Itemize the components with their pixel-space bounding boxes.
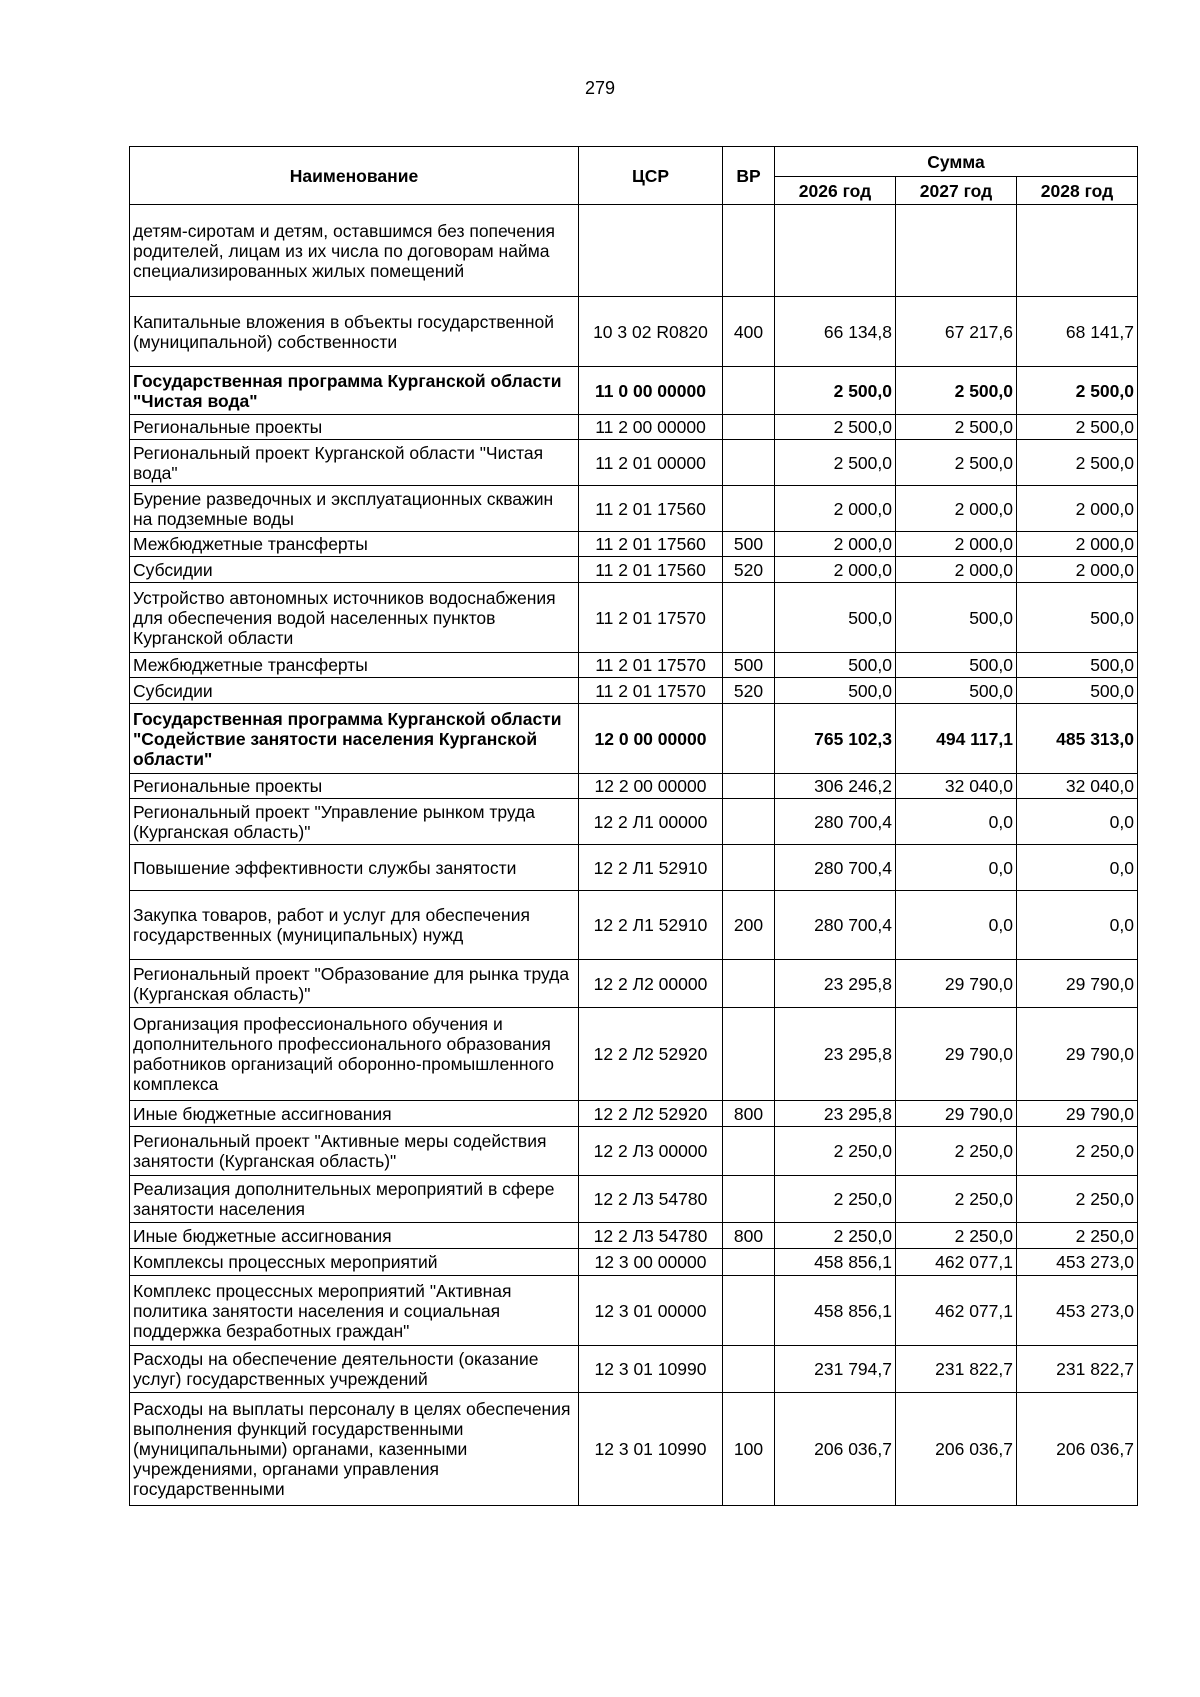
cell-vr: 500 <box>723 532 775 557</box>
table-row <box>130 678 1138 704</box>
cell-csr: 10 3 02 R0820 <box>579 297 723 367</box>
cell-name: Иные бюджетные ассигнования <box>130 1223 579 1249</box>
cell-csr: 12 2 Л1 52910 <box>579 891 723 960</box>
cell-csr: 11 2 01 17570 <box>579 583 723 653</box>
cell-sum-2027: 2 500,0 <box>896 440 1017 486</box>
cell-sum-2028: 2 500,0 <box>1017 415 1138 440</box>
cell-vr: 520 <box>723 557 775 583</box>
cell-vr <box>723 1008 775 1101</box>
cell-vr: 500 <box>723 653 775 678</box>
cell-csr: 12 2 Л2 52920 <box>579 1101 723 1127</box>
cell-sum-2028: 453 273,0 <box>1017 1249 1138 1276</box>
page-number: 279 <box>584 78 616 98</box>
cell-sum-2026: 280 700,4 <box>775 845 896 891</box>
cell-sum-2027: 2 000,0 <box>896 557 1017 583</box>
table-row <box>130 704 1138 774</box>
cell-sum-2027: 2 250,0 <box>896 1127 1017 1176</box>
cell-name: Межбюджетные трансферты <box>130 653 579 678</box>
cell-vr <box>723 367 775 415</box>
cell-sum-2028: 2 000,0 <box>1017 486 1138 532</box>
cell-sum-2026: 458 856,1 <box>775 1276 896 1346</box>
cell-sum-2027 <box>896 205 1017 297</box>
cell-csr: 12 2 Л1 00000 <box>579 799 723 845</box>
cell-sum-2028: 2 500,0 <box>1017 440 1138 486</box>
cell-vr <box>723 845 775 891</box>
cell-name: Государственная программа Курганской области "Содействие занятости населения Курганской области" <box>130 704 579 774</box>
cell-name: Региональные проекты <box>130 415 579 440</box>
cell-sum-2026: 458 856,1 <box>775 1249 896 1276</box>
cell-sum-2028: 2 500,0 <box>1017 367 1138 415</box>
table-row <box>130 440 1138 486</box>
cell-csr: 11 2 01 17560 <box>579 557 723 583</box>
cell-sum-2027: 231 822,7 <box>896 1346 1017 1393</box>
cell-sum-2028: 29 790,0 <box>1017 1101 1138 1127</box>
cell-vr <box>723 960 775 1008</box>
table-row <box>130 1276 1138 1346</box>
cell-sum-2027: 462 077,1 <box>896 1276 1017 1346</box>
cell-name: Организация профессионального обучения и дополнительного профессионального образования работников организаций оборонно-промышленного комплекса <box>130 1008 579 1101</box>
cell-vr: 800 <box>723 1101 775 1127</box>
table-row <box>130 557 1138 583</box>
cell-name: Капитальные вложения в объекты государственной (муниципальной) собственности <box>130 297 579 367</box>
cell-sum-2027: 29 790,0 <box>896 1101 1017 1127</box>
header-year-2028: 2028 год <box>1017 177 1138 205</box>
cell-csr: 12 2 Л3 54780 <box>579 1176 723 1223</box>
header-year-2027: 2027 год <box>896 177 1017 205</box>
table-row <box>130 205 1138 297</box>
cell-vr: 520 <box>723 678 775 704</box>
cell-sum-2027: 2 250,0 <box>896 1176 1017 1223</box>
table-row <box>130 367 1138 415</box>
cell-vr <box>723 1249 775 1276</box>
header-year-2026: 2026 год <box>775 177 896 205</box>
header-vr: ВР <box>723 147 775 205</box>
cell-vr <box>723 440 775 486</box>
cell-vr <box>723 1127 775 1176</box>
cell-sum-2028: 29 790,0 <box>1017 960 1138 1008</box>
cell-csr: 12 2 Л1 52910 <box>579 845 723 891</box>
cell-sum-2026: 2 250,0 <box>775 1176 896 1223</box>
cell-sum-2026: 500,0 <box>775 583 896 653</box>
table-row <box>130 774 1138 799</box>
table-row <box>130 960 1138 1008</box>
cell-vr <box>723 1276 775 1346</box>
cell-sum-2026: 231 794,7 <box>775 1346 896 1393</box>
table-row <box>130 1346 1138 1393</box>
table-row <box>130 1176 1138 1223</box>
cell-sum-2026: 280 700,4 <box>775 799 896 845</box>
cell-sum-2028: 2 250,0 <box>1017 1223 1138 1249</box>
cell-sum-2026: 23 295,8 <box>775 1008 896 1101</box>
cell-vr <box>723 583 775 653</box>
cell-csr: 12 2 00 00000 <box>579 774 723 799</box>
cell-name: Комплексы процессных мероприятий <box>130 1249 579 1276</box>
cell-sum-2027: 206 036,7 <box>896 1393 1017 1506</box>
cell-vr: 100 <box>723 1393 775 1506</box>
header-sum: Сумма <box>775 147 1138 177</box>
cell-sum-2028: 68 141,7 <box>1017 297 1138 367</box>
cell-name: Субсидии <box>130 678 579 704</box>
table-row <box>130 1008 1138 1101</box>
cell-sum-2028: 500,0 <box>1017 653 1138 678</box>
cell-csr: 11 2 01 17570 <box>579 653 723 678</box>
cell-csr: 12 2 Л2 00000 <box>579 960 723 1008</box>
cell-sum-2027: 2 250,0 <box>896 1223 1017 1249</box>
header-csr: ЦСР <box>579 147 723 205</box>
cell-sum-2027: 29 790,0 <box>896 960 1017 1008</box>
table-row <box>130 1393 1138 1506</box>
cell-sum-2026: 66 134,8 <box>775 297 896 367</box>
cell-sum-2028: 0,0 <box>1017 845 1138 891</box>
table-row <box>130 415 1138 440</box>
cell-sum-2027: 500,0 <box>896 653 1017 678</box>
cell-sum-2028: 500,0 <box>1017 583 1138 653</box>
cell-name: Повышение эффективности службы занятости <box>130 845 579 891</box>
cell-sum-2028: 0,0 <box>1017 799 1138 845</box>
cell-csr: 12 0 00 00000 <box>579 704 723 774</box>
cell-sum-2028: 32 040,0 <box>1017 774 1138 799</box>
cell-sum-2027: 500,0 <box>896 583 1017 653</box>
cell-sum-2027: 462 077,1 <box>896 1249 1017 1276</box>
table-row <box>130 799 1138 845</box>
cell-name: Субсидии <box>130 557 579 583</box>
cell-vr <box>723 1346 775 1393</box>
cell-sum-2027: 2 500,0 <box>896 367 1017 415</box>
cell-sum-2026: 206 036,7 <box>775 1393 896 1506</box>
table-row <box>130 1223 1138 1249</box>
cell-sum-2027: 2 000,0 <box>896 532 1017 557</box>
cell-name: Реализация дополнительных мероприятий в сфере занятости населения <box>130 1176 579 1223</box>
cell-csr <box>579 205 723 297</box>
cell-name: Региональный проект Курганской области "Чистая вода" <box>130 440 579 486</box>
cell-vr <box>723 486 775 532</box>
table-row <box>130 1127 1138 1176</box>
cell-name: детям-сиротам и детям, оставшимся без попечения родителей, лицам из их числа по договорам найма специализированных жилых помещений <box>130 205 579 297</box>
cell-sum-2026: 2 000,0 <box>775 486 896 532</box>
cell-vr <box>723 415 775 440</box>
cell-name: Комплекс процессных мероприятий "Активная политика занятости населения и социальная поддержка безработных граждан" <box>130 1276 579 1346</box>
cell-csr: 11 2 01 17560 <box>579 532 723 557</box>
cell-vr <box>723 1176 775 1223</box>
cell-sum-2027: 500,0 <box>896 678 1017 704</box>
cell-sum-2028: 2 000,0 <box>1017 557 1138 583</box>
cell-csr: 12 3 01 00000 <box>579 1276 723 1346</box>
cell-sum-2027: 2 000,0 <box>896 486 1017 532</box>
cell-sum-2028: 2 250,0 <box>1017 1127 1138 1176</box>
cell-name: Региональный проект "Управление рынком труда (Курганская область)" <box>130 799 579 845</box>
table-row <box>130 297 1138 367</box>
budget-table <box>129 146 1138 1506</box>
cell-sum-2026 <box>775 205 896 297</box>
cell-sum-2028: 206 036,7 <box>1017 1393 1138 1506</box>
cell-sum-2026: 500,0 <box>775 678 896 704</box>
table-row <box>130 583 1138 653</box>
cell-csr: 11 0 00 00000 <box>579 367 723 415</box>
cell-name: Закупка товаров, работ и услуг для обеспечения государственных (муниципальных) нужд <box>130 891 579 960</box>
cell-sum-2027: 67 217,6 <box>896 297 1017 367</box>
cell-csr: 11 2 01 17570 <box>579 678 723 704</box>
table-row <box>130 486 1138 532</box>
cell-sum-2026: 2 250,0 <box>775 1223 896 1249</box>
table-row <box>130 845 1138 891</box>
cell-sum-2026: 500,0 <box>775 653 896 678</box>
cell-sum-2026: 2 000,0 <box>775 557 896 583</box>
cell-sum-2027: 0,0 <box>896 799 1017 845</box>
cell-csr: 11 2 01 17560 <box>579 486 723 532</box>
cell-sum-2026: 2 250,0 <box>775 1127 896 1176</box>
cell-vr: 400 <box>723 297 775 367</box>
cell-sum-2026: 280 700,4 <box>775 891 896 960</box>
cell-name: Государственная программа Курганской области "Чистая вода" <box>130 367 579 415</box>
cell-vr: 800 <box>723 1223 775 1249</box>
cell-sum-2026: 306 246,2 <box>775 774 896 799</box>
cell-sum-2028: 2 000,0 <box>1017 532 1138 557</box>
cell-sum-2026: 765 102,3 <box>775 704 896 774</box>
cell-sum-2026: 2 000,0 <box>775 532 896 557</box>
table-row <box>130 532 1138 557</box>
cell-name: Бурение разведочных и эксплуатационных скважин на подземные воды <box>130 486 579 532</box>
cell-sum-2027: 0,0 <box>896 891 1017 960</box>
cell-name: Региональный проект "Образование для рынка труда (Курганская область)" <box>130 960 579 1008</box>
cell-sum-2027: 2 500,0 <box>896 415 1017 440</box>
cell-name: Межбюджетные трансферты <box>130 532 579 557</box>
cell-csr: 12 3 01 10990 <box>579 1346 723 1393</box>
cell-sum-2026: 2 500,0 <box>775 367 896 415</box>
cell-vr <box>723 799 775 845</box>
table-body <box>130 205 1138 1506</box>
cell-name: Устройство автономных источников водоснабжения для обеспечения водой населенных пунктов Курганской области <box>130 583 579 653</box>
cell-name: Расходы на обеспечение деятельности (оказание услуг) государственных учреждений <box>130 1346 579 1393</box>
cell-name: Региональные проекты <box>130 774 579 799</box>
table-row <box>130 1101 1138 1127</box>
header-name: Наименование <box>130 147 579 205</box>
cell-name: Региональный проект "Активные меры содействия занятости (Курганская область)" <box>130 1127 579 1176</box>
cell-csr: 11 2 01 00000 <box>579 440 723 486</box>
cell-name: Расходы на выплаты персоналу в целях обеспечения выполнения функций государственными (муниципальными) органами, казенными учреждениями, органами управления государственными <box>130 1393 579 1506</box>
cell-sum-2027: 32 040,0 <box>896 774 1017 799</box>
cell-csr: 12 2 Л3 54780 <box>579 1223 723 1249</box>
cell-sum-2028: 500,0 <box>1017 678 1138 704</box>
cell-sum-2028: 231 822,7 <box>1017 1346 1138 1393</box>
cell-sum-2028: 29 790,0 <box>1017 1008 1138 1101</box>
cell-csr: 12 3 00 00000 <box>579 1249 723 1276</box>
cell-vr <box>723 205 775 297</box>
table-row <box>130 1249 1138 1276</box>
cell-sum-2028 <box>1017 205 1138 297</box>
cell-csr: 12 3 01 10990 <box>579 1393 723 1506</box>
cell-vr: 200 <box>723 891 775 960</box>
table-row <box>130 891 1138 960</box>
table-row <box>130 653 1138 678</box>
cell-csr: 12 2 Л2 52920 <box>579 1008 723 1101</box>
cell-vr <box>723 704 775 774</box>
cell-sum-2027: 29 790,0 <box>896 1008 1017 1101</box>
cell-csr: 11 2 00 00000 <box>579 415 723 440</box>
cell-sum-2028: 485 313,0 <box>1017 704 1138 774</box>
cell-sum-2026: 2 500,0 <box>775 415 896 440</box>
cell-sum-2028: 453 273,0 <box>1017 1276 1138 1346</box>
cell-sum-2026: 23 295,8 <box>775 960 896 1008</box>
cell-sum-2028: 0,0 <box>1017 891 1138 960</box>
cell-sum-2026: 23 295,8 <box>775 1101 896 1127</box>
cell-sum-2026: 2 500,0 <box>775 440 896 486</box>
cell-sum-2027: 0,0 <box>896 845 1017 891</box>
cell-sum-2027: 494 117,1 <box>896 704 1017 774</box>
table-header <box>130 147 1138 205</box>
cell-name: Иные бюджетные ассигнования <box>130 1101 579 1127</box>
cell-csr: 12 2 Л3 00000 <box>579 1127 723 1176</box>
cell-sum-2028: 2 250,0 <box>1017 1176 1138 1223</box>
cell-vr <box>723 774 775 799</box>
